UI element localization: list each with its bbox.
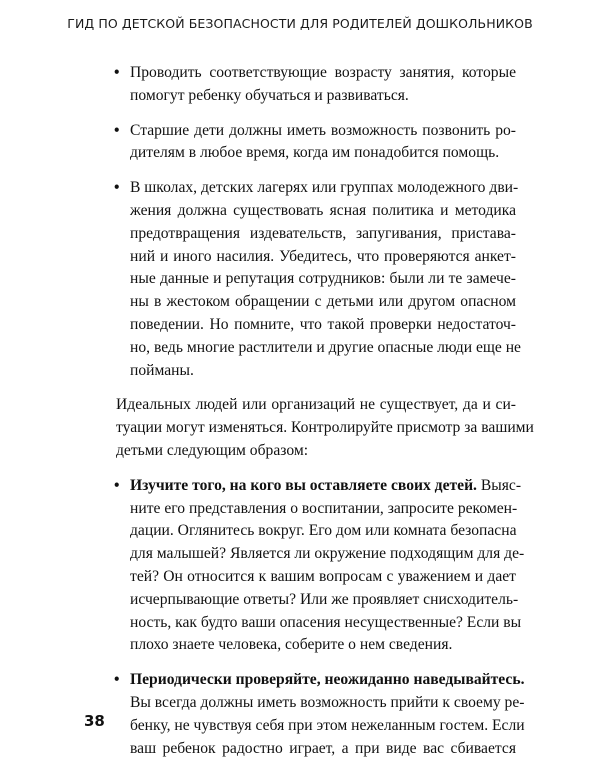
text-line: Старшие дети должны иметь возможность позвонить ро- <box>130 121 516 139</box>
bullet-item <box>116 62 516 108</box>
bullet-marker: • <box>114 121 120 139</box>
text-line <box>130 475 522 498</box>
text-line: Проводить соответствующие возрасту занятия, которые <box>130 64 516 81</box>
page-body <box>114 62 534 760</box>
bullet-marker: • <box>114 179 120 197</box>
bullet-item <box>116 120 516 166</box>
text-line: ность, как будто ваши опасения несущественные? Если вы <box>130 613 522 631</box>
text-line <box>130 669 525 692</box>
page-number: 38 <box>84 712 105 730</box>
bold-lead: Периодически проверяйте, неожиданно наведывайтесь. <box>130 671 525 689</box>
bullet-marker: • <box>114 64 120 81</box>
text-line: дации. Оглянитесь вокруг. Его дом или комната безопасна <box>130 522 517 540</box>
text-line: ните его представления о воспитании, запросите рекомен- <box>130 499 518 517</box>
bold-lead: Изучите того, на кого вы оставляете своих детей. <box>130 476 477 494</box>
text-line: помогут ребенку обучаться и развиваться. <box>130 86 409 104</box>
text-line: пойманы. <box>130 361 194 379</box>
bullet-item <box>114 475 525 657</box>
paragraph <box>116 394 534 462</box>
text-line: но, ведь многие растлители и другие опасные люди еще не <box>130 338 521 356</box>
text-line: исчерпывающие ответы? Или же проявляет снисходитель- <box>130 590 519 608</box>
text-line: ний и иного насилия. Убедитесь, что проверяются анкет- <box>130 247 516 265</box>
text-line: Идеальных людей или организаций не существует, да и си- <box>116 396 516 414</box>
bullet-item <box>114 177 521 382</box>
bullet-marker: • <box>114 671 120 689</box>
text-line: поведении. Но помните, что такой проверки недостаточ- <box>130 315 516 333</box>
text-line: предотвращения издевательств, запугивания, пристава- <box>130 224 516 242</box>
text-run: Выяс- <box>476 476 522 494</box>
text-line: для малышей? Является ли окружение подходящим для де- <box>130 545 525 563</box>
text-line: Вы всегда должны иметь возможность прийти к своему ре- <box>130 693 525 711</box>
text-line: ны в жестоком обращении с детьми или другом опасном <box>130 293 516 311</box>
text-line: тей? Он относится к вашим вопросам с уважением и дает <box>130 567 516 585</box>
text-line: плохо знаете человека, соберите о нем сведения. <box>130 636 453 654</box>
text-line: бенку, не чувствуя себя при этом нежеланным гостем. Если <box>130 716 525 734</box>
text-line: жения должна существовать ясная политика и методика <box>130 201 516 219</box>
text-line: ные данные и репутация сотрудников: были ли те замече- <box>130 270 516 288</box>
text-line: детьми следующим образом: <box>116 441 309 459</box>
text-line: В школах, детских лагерях или группах молодежного дви- <box>130 179 519 197</box>
text-line: ваш ребенок радостно играет, а при виде вас сбивается <box>130 739 516 757</box>
running-header: ГИД ПО ДЕТСКОЙ БЕЗОПАСНОСТИ ДЛЯ РОДИТЕЛЕЙ ДОШКОЛЬНИКОВ <box>67 16 533 31</box>
bullet-item <box>114 669 525 760</box>
bullet-marker: • <box>114 476 120 494</box>
text-line: туации могут изменяться. Контролируйте присмотр за вашими <box>116 419 534 437</box>
text-line: дителям в любое время, когда им понадобится помощь. <box>130 144 500 162</box>
